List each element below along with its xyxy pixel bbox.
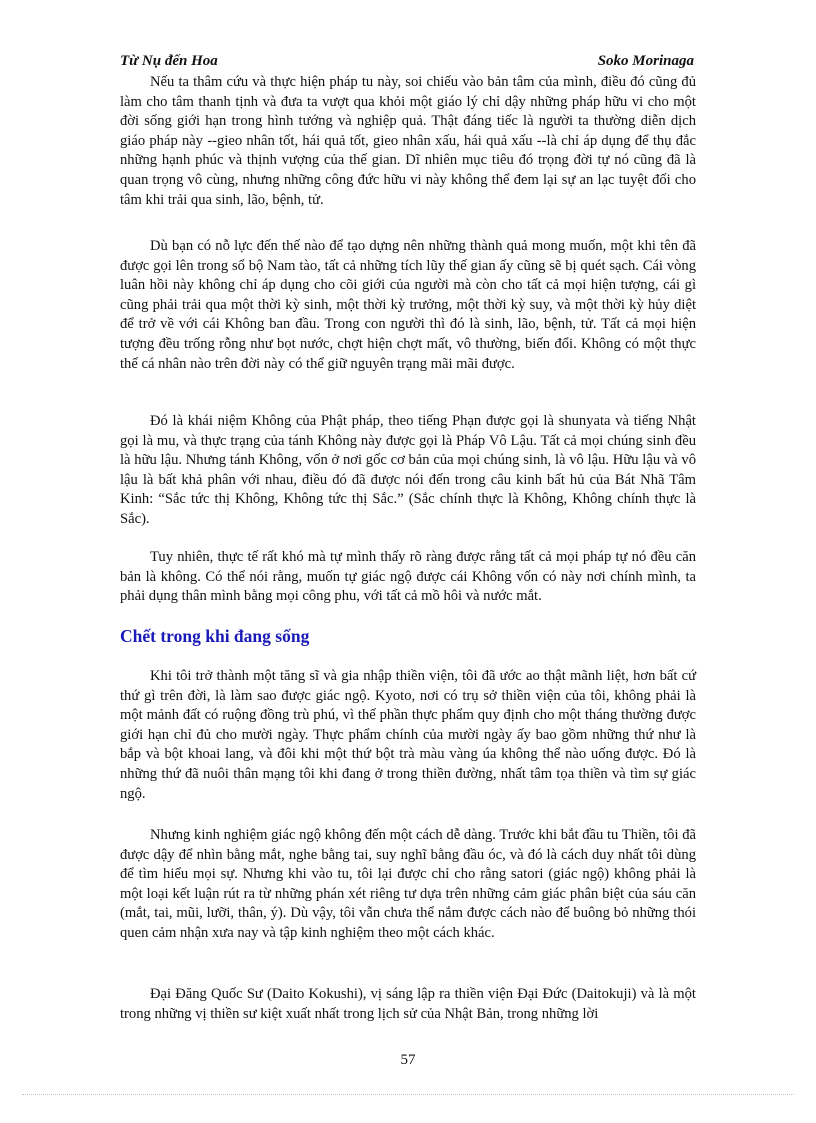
page-bottom-divider xyxy=(22,1094,794,1095)
paragraph-text: Đó là khái niệm Không của Phật pháp, theo tiếng Phạn được gọi là shunyata và tiếng Nhật gọi là mu, và thực trạng của tánh Không này được gọi là Pháp Vô Lậu. Tất cả mọi chúng sinh đều là hữu lậu. Nhưng tánh Không, vốn ở nơi gốc cơ bản của mọi chúng sinh, là vô lậu. Hữu lậu và vô lậu là bất khả phân với nhau, điều đó đã được nói đến trong câu kinh bất hủ của Bát Nhã Tâm Kinh: “Sắc tức thị Không, Không tức thị Sắc.” (Sắc chính thực là Không, Không chính thực là Sắc). xyxy=(120,413,696,527)
paragraph-text: Khi tôi trở thành một tăng sĩ và gia nhập thiền viện, tôi đã ước ao thật mãnh liệt, hơn bất cứ thứ gì trên đời, là làm sao được giác ngộ. Kyoto, nơi có trụ sở thiền viện của tôi, không phải là một mảnh đất có ruộng đồng trù phú, vì thế phần thực phẩm quy định cho một tháng thường được giới hạn chỉ đủ cho mười ngày. Thực phẩm chính của mười ngày ấy bao gồm những thứ như là bắp và bột khoai lang, và đôi khi một thứ bột trà màu vàng úa không thể nào uống được. Đó là những thứ đã nuôi thân mạng tôi khi đang ở trong thiền đường, nhất tâm tọa thiền và tìm sự giác ngộ. xyxy=(120,668,696,802)
paragraph-text: Dù bạn có nỗ lực đến thế nào để tạo dựng nên những thành quả mong muốn, một khi tên đã được gọi lên trong sổ bộ Nam tào, tất cả những tích lũy thế gian ấy cũng sẽ bị quét sạch. Cái vòng luân hồi này không chỉ áp dụng cho cõi giới của người mà còn cho tất cả mọi hiện tượng, cái gì cũng phải trải qua một thời kỳ sinh, một thời kỳ trưởng, một thời kỳ suy, và một thời kỳ hủy diệt để trở về với cái Không ban đầu. Trong con người thì đó là sinh, lão, bệnh, tử. Tất cả mọi hiện tượng đều trống rỗng như bọt nước, chợt hiện chợt mất, vô thường, biến đổi. Không có một thực thể cá nhân nào trên đời này có thể giữ nguyên trạng mãi mãi được. xyxy=(120,238,696,372)
section-heading: Chết trong khi đang sống xyxy=(120,626,310,646)
paragraph-4 xyxy=(120,548,696,607)
paragraph-1 xyxy=(120,73,696,210)
paragraph-text: Đại Đăng Quốc Sư (Daito Kokushi), vị sáng lập ra thiền viện Đại Đức (Daitokuji) và là một trong những vị thiền sư kiệt xuất nhất trong lịch sử của Nhật Bản, trong những lời xyxy=(120,986,696,1022)
author-header: Soko Morinaga xyxy=(597,53,694,69)
paragraph-2 xyxy=(120,237,696,374)
paragraph-5 xyxy=(120,667,696,804)
page-number: 57 xyxy=(400,1052,416,1068)
paragraph-text: Tuy nhiên, thực tế rất khó mà tự mình thấy rõ ràng được rằng tất cả mọi pháp tự nó đều căn bản là không. Có thể nói rằng, muốn tự giác ngộ được cái Không vốn có này nơi chính mình, ta phải dụng thân mình bằng mọi công phu, với tất cả mồ hôi và nước mắt. xyxy=(120,549,696,605)
paragraph-text: Nhưng kinh nghiệm giác ngộ không đến một cách dễ dàng. Trước khi bắt đầu tu Thiền, tôi đã được dậy để nhìn bằng mắt, nghe bằng tai, suy nghĩ bằng đầu óc, và đó là cách duy nhất tôi dùng để tìm hiểu mọi sự. Nhưng khi vào tu, tôi lại được chỉ cho rằng satori (giác ngộ) không phải là một loại kết luận rút ra từ những phán xét riêng tư dựa trên những cảm giác phân biệt của sáu căn (mắt, tai, mũi, lưỡi, thân, ý). Dù vậy, tôi vẫn chưa thể nắm được cách nào để buông bỏ những thói quen cảm nhận xưa nay và tập kinh nghiệm theo một cách khác. xyxy=(120,827,696,941)
paragraph-6 xyxy=(120,826,696,944)
book-title-header: Từ Nụ đến Hoa xyxy=(120,53,218,69)
paragraph-7 xyxy=(120,985,696,1024)
paragraph-text: Nếu ta thâm cứu và thực hiện pháp tu này, soi chiếu vào bản tâm của mình, điều đó cũng đủ làm cho tâm thanh tịnh và đưa ta vượt qua khỏi một giáo lý chỉ dậy những pháp hữu vi cho một đời sống giới hạn trong hình tướng và nghiệp quả. Thật đáng tiếc là người ta thường diễn dịch giáo pháp này --gieo nhân tốt, hái quả tốt, gieo nhân xấu, hái quả xấu --là chỉ áp dụng để thụ đắc những hạnh phúc và thịnh vượng của thế gian. Dĩ nhiên mục tiêu đó trọng đời tự nó cũng đã là quan trọng vô cùng, nhưng những công đức hữu vi này không thể đem lại sự an lạc tuyệt đối cho tâm khi trải qua sinh, lão, bệnh, tử. xyxy=(120,74,696,208)
paragraph-3 xyxy=(120,412,696,530)
